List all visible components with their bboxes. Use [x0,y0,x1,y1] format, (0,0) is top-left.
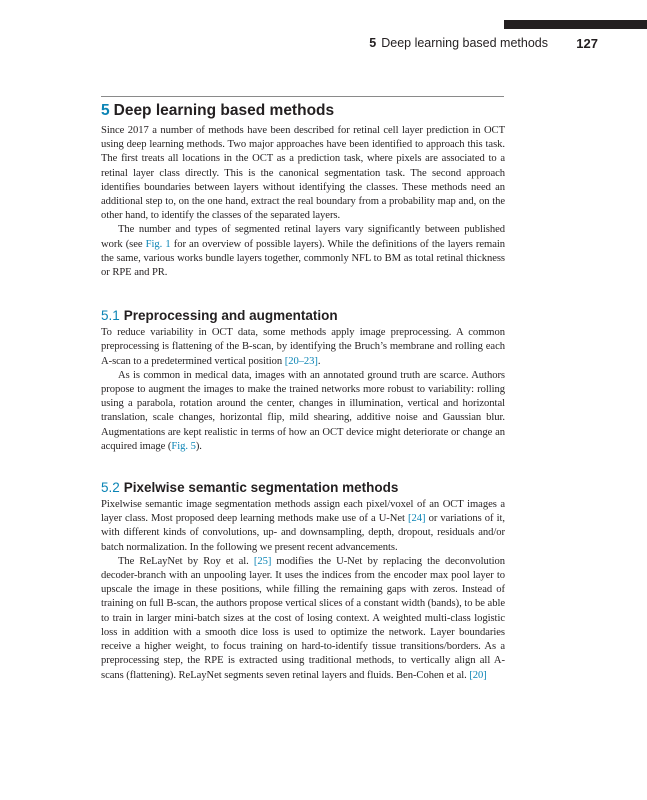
subsection-number: 5.2 [101,480,120,496]
citation-link[interactable]: [20] [469,669,487,681]
citation-link[interactable]: [20–23] [284,355,318,367]
subsection-number: 5.1 [101,308,120,324]
section-divider [101,96,504,97]
section-title: Deep learning based methods [113,102,335,119]
subsection-2-paragraph-1: Pixelwise semantic image segmentation methods assign each pixel/voxel of an OCT images a layer class. Most proposed deep learning methods make use of a U-Net [24] or variations of it, with different kinds of convolutions, up- and downsampling, depth, dropout, residuals and/or batch normalization. In the following we present recent advancements. [101,499,505,553]
subsection-2-paragraph-2: The ReLayNet by Roy et al. [25] modifies the U-Net by replacing the deconvolution decoder-branch with an unpooling layer. It uses the indices from the encoder max pool layer to upscale the image in these positions, while filling the remaining gaps with zeros. Instead of training on full B-scan, the authors propose vertical slices of a constant width (bands), to be able to train in larger mini-batch sizes at the cost of losing context. A weighted multi-class logistic loss in addition with a smooth dice loss is used to optimize the network. Layer boundaries receive a higher weight, to focus training on hard-to-identify tissue transitions/borders. As a preprocessing step, the RPE is extracted using traditional methods, to vertically align all A-scans (flattening). ReLayNet segments seven retinal layers and fluids. Ben-Cohen et al. [20] [101,555,505,681]
subsection-title: Pixelwise semantic segmentation methods [123,480,399,496]
page-number: 127 [576,36,598,51]
section-heading [101,100,505,122]
subsection-1-paragraph-1: To reduce variability in OCT data, some methods apply image preprocessing. A common preprocessing is flattening of the B-scan, by identifying the Bruch’s membrane and rolling each A-scan to a predetermined vertical position [20–23]. [101,327,505,367]
citation-link[interactable]: [25] [253,555,272,567]
running-head [148,36,598,51]
citation-link[interactable]: [24] [408,513,426,525]
subsection-1-paragraph-2: As is common in medical data, images with an annotated ground truth are scarce. Authors propose to augment the images to make the trained networks more robust to variability: rolling using a parabola, rotation around the center, changes in illumination, vertical and horizontal translation, scale changes, horizontal flip, mild shearing, additive noise and Gaussian blur. Augmentations are kept realistic in terms of how an OCT device might deteriorate or change an acquired image (Fig. 5). [101,369,505,452]
running-head-section-number: 5 [369,36,377,50]
section-paragraph-2: The number and types of segmented retinal layers vary significantly between published work (see Fig. 1 for an overview of possible layers). While the definitions of the layers remain the same, various works bundle layers together, commonly NFL to BM as total retinal thickness or RPE and PR. [101,224,506,279]
figure-link[interactable]: Fig. 1 [145,238,171,250]
subsection-title: Preprocessing and augmentation [123,308,338,324]
page-content [101,100,505,683]
subsection-heading-5-2 [101,478,505,498]
subsection-heading-5-1 [101,306,505,326]
header-bar [504,20,647,29]
running-head-title: Deep learning based methods [381,36,548,50]
section-number: 5 [101,102,110,119]
section-paragraph-1: Since 2017 a number of methods have been described for retinal cell layer prediction in OCT using deep learning methods. Two major approaches have been identified to approach this task. The first treats all locations in the OCT as a prediction task, where pixels are associated to a retinal layer class directly. This is the canonical segmentation task. The second approach identifies boundaries between layers without identifying the classes. These methods need an additional step to, on the one hand, extract the real boundary from a probability map and, on the other hand, to identify the classes of the separated layers. [101,125,505,222]
figure-link[interactable]: Fig. 5 [171,440,196,452]
